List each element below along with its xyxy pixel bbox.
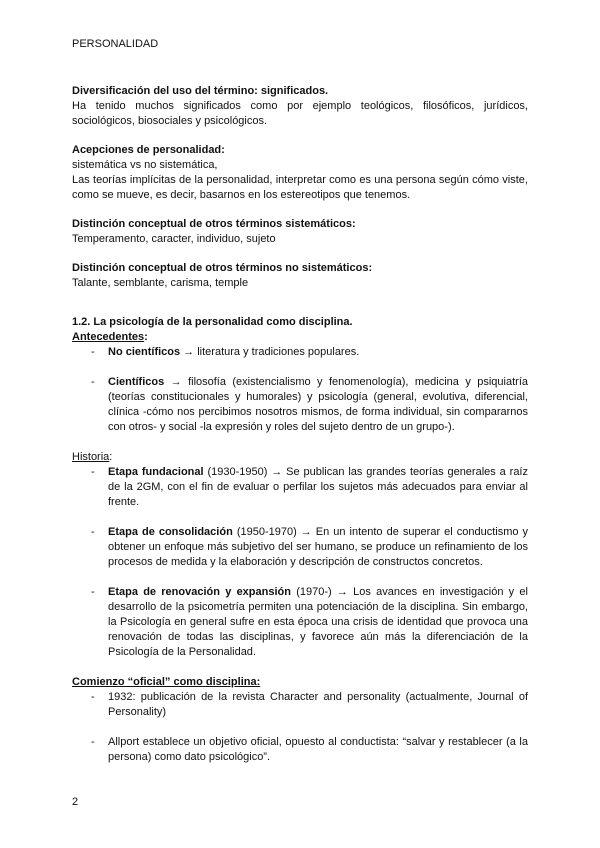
section-title: Acepciones de personalidad: [72,144,225,156]
antecedentes-title: Antecedentes: [72,331,148,343]
list-item: - Científicos → filosofía (existencialismo y fenomenología), medicina y psiquiatría (teorías constitucionales y humorales) y psicología (general, evolutiva, diferencial, clínica -cómo nos percibimos nosotros mismos, de forma individual, sin compararnos con otros- y social -la expresión y roles del sujeto dentro de un grupo-). [72,375,528,435]
section-title: Diversificación del uso del término: significados. [72,85,329,97]
list-item: - No científicos → literatura y tradiciones populares. [72,345,528,360]
section-body: sistemática vs no sistemática, [72,159,218,171]
list-item: - Allport establece un objetivo oficial, opuesto al conductista: “salvar y restablecer (a la persona) como dato psicológico”. [72,735,528,765]
antecedentes-list [72,345,528,435]
comienzo-title: Comienzo “oficial” como disciplina: [72,676,261,688]
comienzo-list [72,690,528,765]
page-number: 2 [72,796,79,808]
historia-list [72,465,528,660]
section-acepciones [72,143,528,203]
list-item: - Etapa fundacional (1930-1950) → Se publican las grandes teorías generales a raíz de la 2GM, con el fin de evaluar o perfilar los sujetos más adecuados para enviar al frente. [72,465,528,510]
section-sistematicos [72,217,528,247]
section-no-sistematicos [72,261,528,291]
section-title: Distinción conceptual de otros términos sistemáticos: [72,218,356,230]
list-item: - 1932: publicación de la revista Character and personality (actualmente, Journal of Personality) [72,690,528,720]
section-body: Las teorías implícitas de la personalidad, interpretar como es una persona según cómo viste, como se mueve, es decir, basarnos en los estereotipos que tenemos. [72,174,528,201]
disciplina-heading: 1.2. La psicología de la personalidad como disciplina. [72,316,353,328]
page-content [72,84,528,780]
section-significados [72,84,528,129]
list-item: - Etapa de renovación y expansión (1970-) → Los avances en investigación y el desarrollo de la psicometría permiten una potenciación de la disciplina. Sin embargo, la Psicología en general sufre en esta época una crisis de identidad que provoca una renovación de todas las disciplinas, y favorece aún más la diferenciación de la Psicología de la Personalidad. [72,585,528,660]
section-body: Ha tenido muchos significados como por ejemplo teológicos, filosóficos, jurídicos, sociológicos, biosociales y psicológicos. [72,100,528,127]
section-title: Distinción conceptual de otros términos no sistemáticos: [72,262,373,274]
page-header: PERSONALIDAD [72,38,159,50]
section-body: Temperamento, caracter, individuo, sujeto [72,233,276,245]
list-item: - Etapa de consolidación (1950-1970) → En un intento de superar el conductismo y obtener un enfoque más subjetivo del ser humano, se produce un refinamiento de los procesos de medida y la elaboración y descripción de constructos concretos. [72,525,528,570]
antecedentes-label: Antecedentes [72,331,145,343]
historia-title: Historia: [72,451,113,463]
section-body: Talante, semblante, carisma, temple [72,277,249,289]
historia-label: Historia [72,451,110,463]
